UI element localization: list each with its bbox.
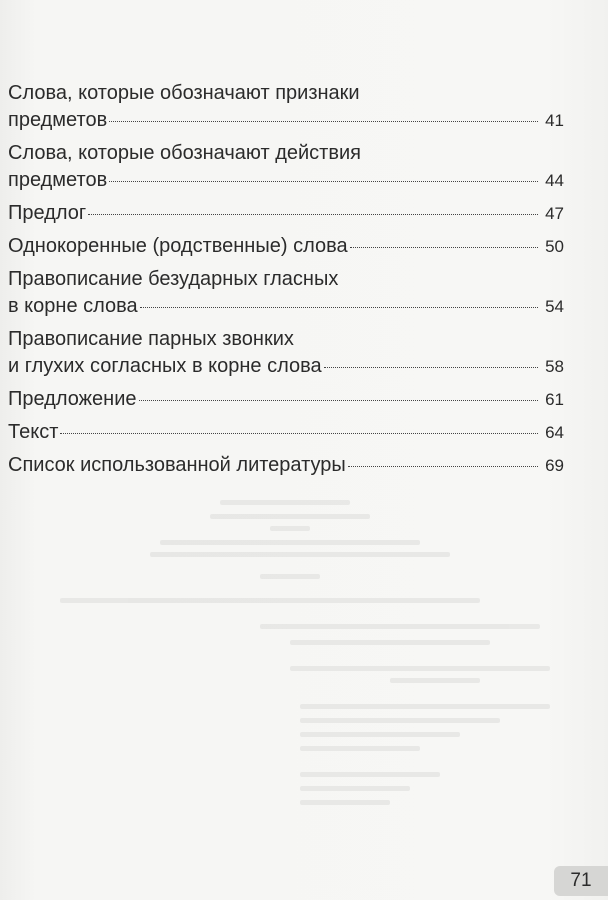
toc-entry[interactable] bbox=[8, 233, 564, 260]
dot-leader bbox=[350, 246, 538, 248]
toc-entry-page: 69 bbox=[545, 456, 564, 475]
toc-entry-page: 41 bbox=[545, 111, 564, 130]
toc-entry-page: 47 bbox=[545, 204, 564, 223]
toc-entry[interactable] bbox=[8, 419, 564, 446]
toc-entry-title-line-1: Правописание парных звонких bbox=[8, 328, 294, 350]
dot-leader bbox=[88, 213, 538, 215]
toc-entry[interactable] bbox=[8, 452, 564, 479]
toc-entry-title-line-1: Слова, которые обозначают действия bbox=[8, 142, 361, 164]
dot-leader bbox=[140, 306, 538, 308]
dot-leader bbox=[60, 432, 538, 434]
toc-entry-page: 54 bbox=[545, 297, 564, 316]
toc-entry-title: Однокоренные (родственные) слова bbox=[8, 235, 348, 257]
dot-leader bbox=[324, 366, 538, 368]
toc-entry-title: Текст bbox=[8, 421, 59, 443]
dot-leader bbox=[109, 180, 538, 182]
table-of-contents bbox=[8, 80, 564, 485]
toc-entry-title-line-2: и глухих согласных в корне слова bbox=[8, 355, 322, 377]
dot-leader bbox=[109, 120, 538, 122]
toc-entry-page: 44 bbox=[545, 171, 564, 190]
toc-entry-title-line-1: Правописание безударных гласных bbox=[8, 268, 339, 290]
toc-entry-title-line-1: Слова, которые обозначают признаки bbox=[8, 82, 360, 104]
toc-entry-title-line-2: предметов bbox=[8, 109, 108, 131]
toc-entry-page: 64 bbox=[545, 423, 564, 442]
toc-entry[interactable] bbox=[8, 140, 564, 194]
toc-entry[interactable] bbox=[8, 80, 564, 134]
toc-entry-page: 50 bbox=[545, 237, 564, 256]
page-number: 71 bbox=[554, 866, 608, 896]
toc-entry-title: Предложение bbox=[8, 388, 137, 410]
dot-leader bbox=[348, 465, 538, 467]
toc-entry-title-line-2: в корне слова bbox=[8, 295, 138, 317]
toc-entry[interactable] bbox=[8, 200, 564, 227]
toc-entry-title: Список использованной литературы bbox=[8, 454, 346, 476]
toc-entry[interactable] bbox=[8, 266, 564, 320]
toc-entry[interactable] bbox=[8, 386, 564, 413]
toc-entry-title-line-2: предметов bbox=[8, 169, 108, 191]
toc-entry-page: 58 bbox=[545, 357, 564, 376]
toc-entry-title: Предлог bbox=[8, 202, 87, 224]
toc-entry-page: 61 bbox=[545, 390, 564, 409]
dot-leader bbox=[139, 399, 539, 401]
toc-entry[interactable] bbox=[8, 326, 564, 380]
show-through-text bbox=[40, 500, 560, 830]
